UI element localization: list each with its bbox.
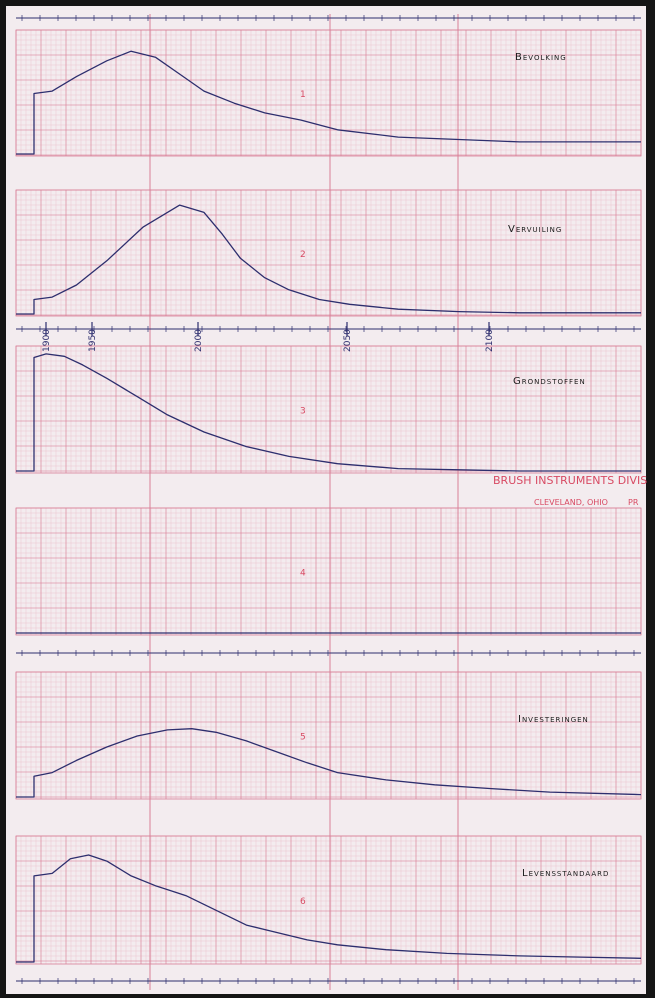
channel-title-5: Investeringen bbox=[518, 714, 589, 725]
channel-title-3: Grondstoffen bbox=[513, 376, 586, 387]
brush-extra-text: PR bbox=[628, 498, 639, 507]
time-mark-label-2000: 2000 bbox=[194, 329, 204, 352]
channel-number-1: 1 bbox=[300, 90, 306, 100]
time-mark-label-1950: 1950 bbox=[88, 329, 98, 352]
time-mark-label-2100: 2100 bbox=[485, 329, 495, 352]
brush-city-text: CLEVELAND, OHIO bbox=[534, 498, 608, 507]
time-mark-label-2050: 2050 bbox=[343, 329, 353, 352]
channel-title-2: Vervuiling bbox=[508, 224, 563, 235]
channel-number-3: 3 bbox=[300, 406, 306, 417]
channel-title-1: Bevolking bbox=[515, 52, 567, 63]
channel-number-4: 4 bbox=[300, 568, 306, 579]
time-mark-label-1900: 1900 bbox=[42, 329, 52, 352]
channel-number-5: 5 bbox=[300, 732, 306, 743]
brush-header-text: BRUSH INSTRUMENTS DIVIS bbox=[493, 474, 648, 487]
channel-number-2: 2 bbox=[300, 250, 306, 260]
channel-title-6: Levensstandaard bbox=[522, 868, 610, 879]
channel-number-6: 6 bbox=[300, 897, 306, 907]
